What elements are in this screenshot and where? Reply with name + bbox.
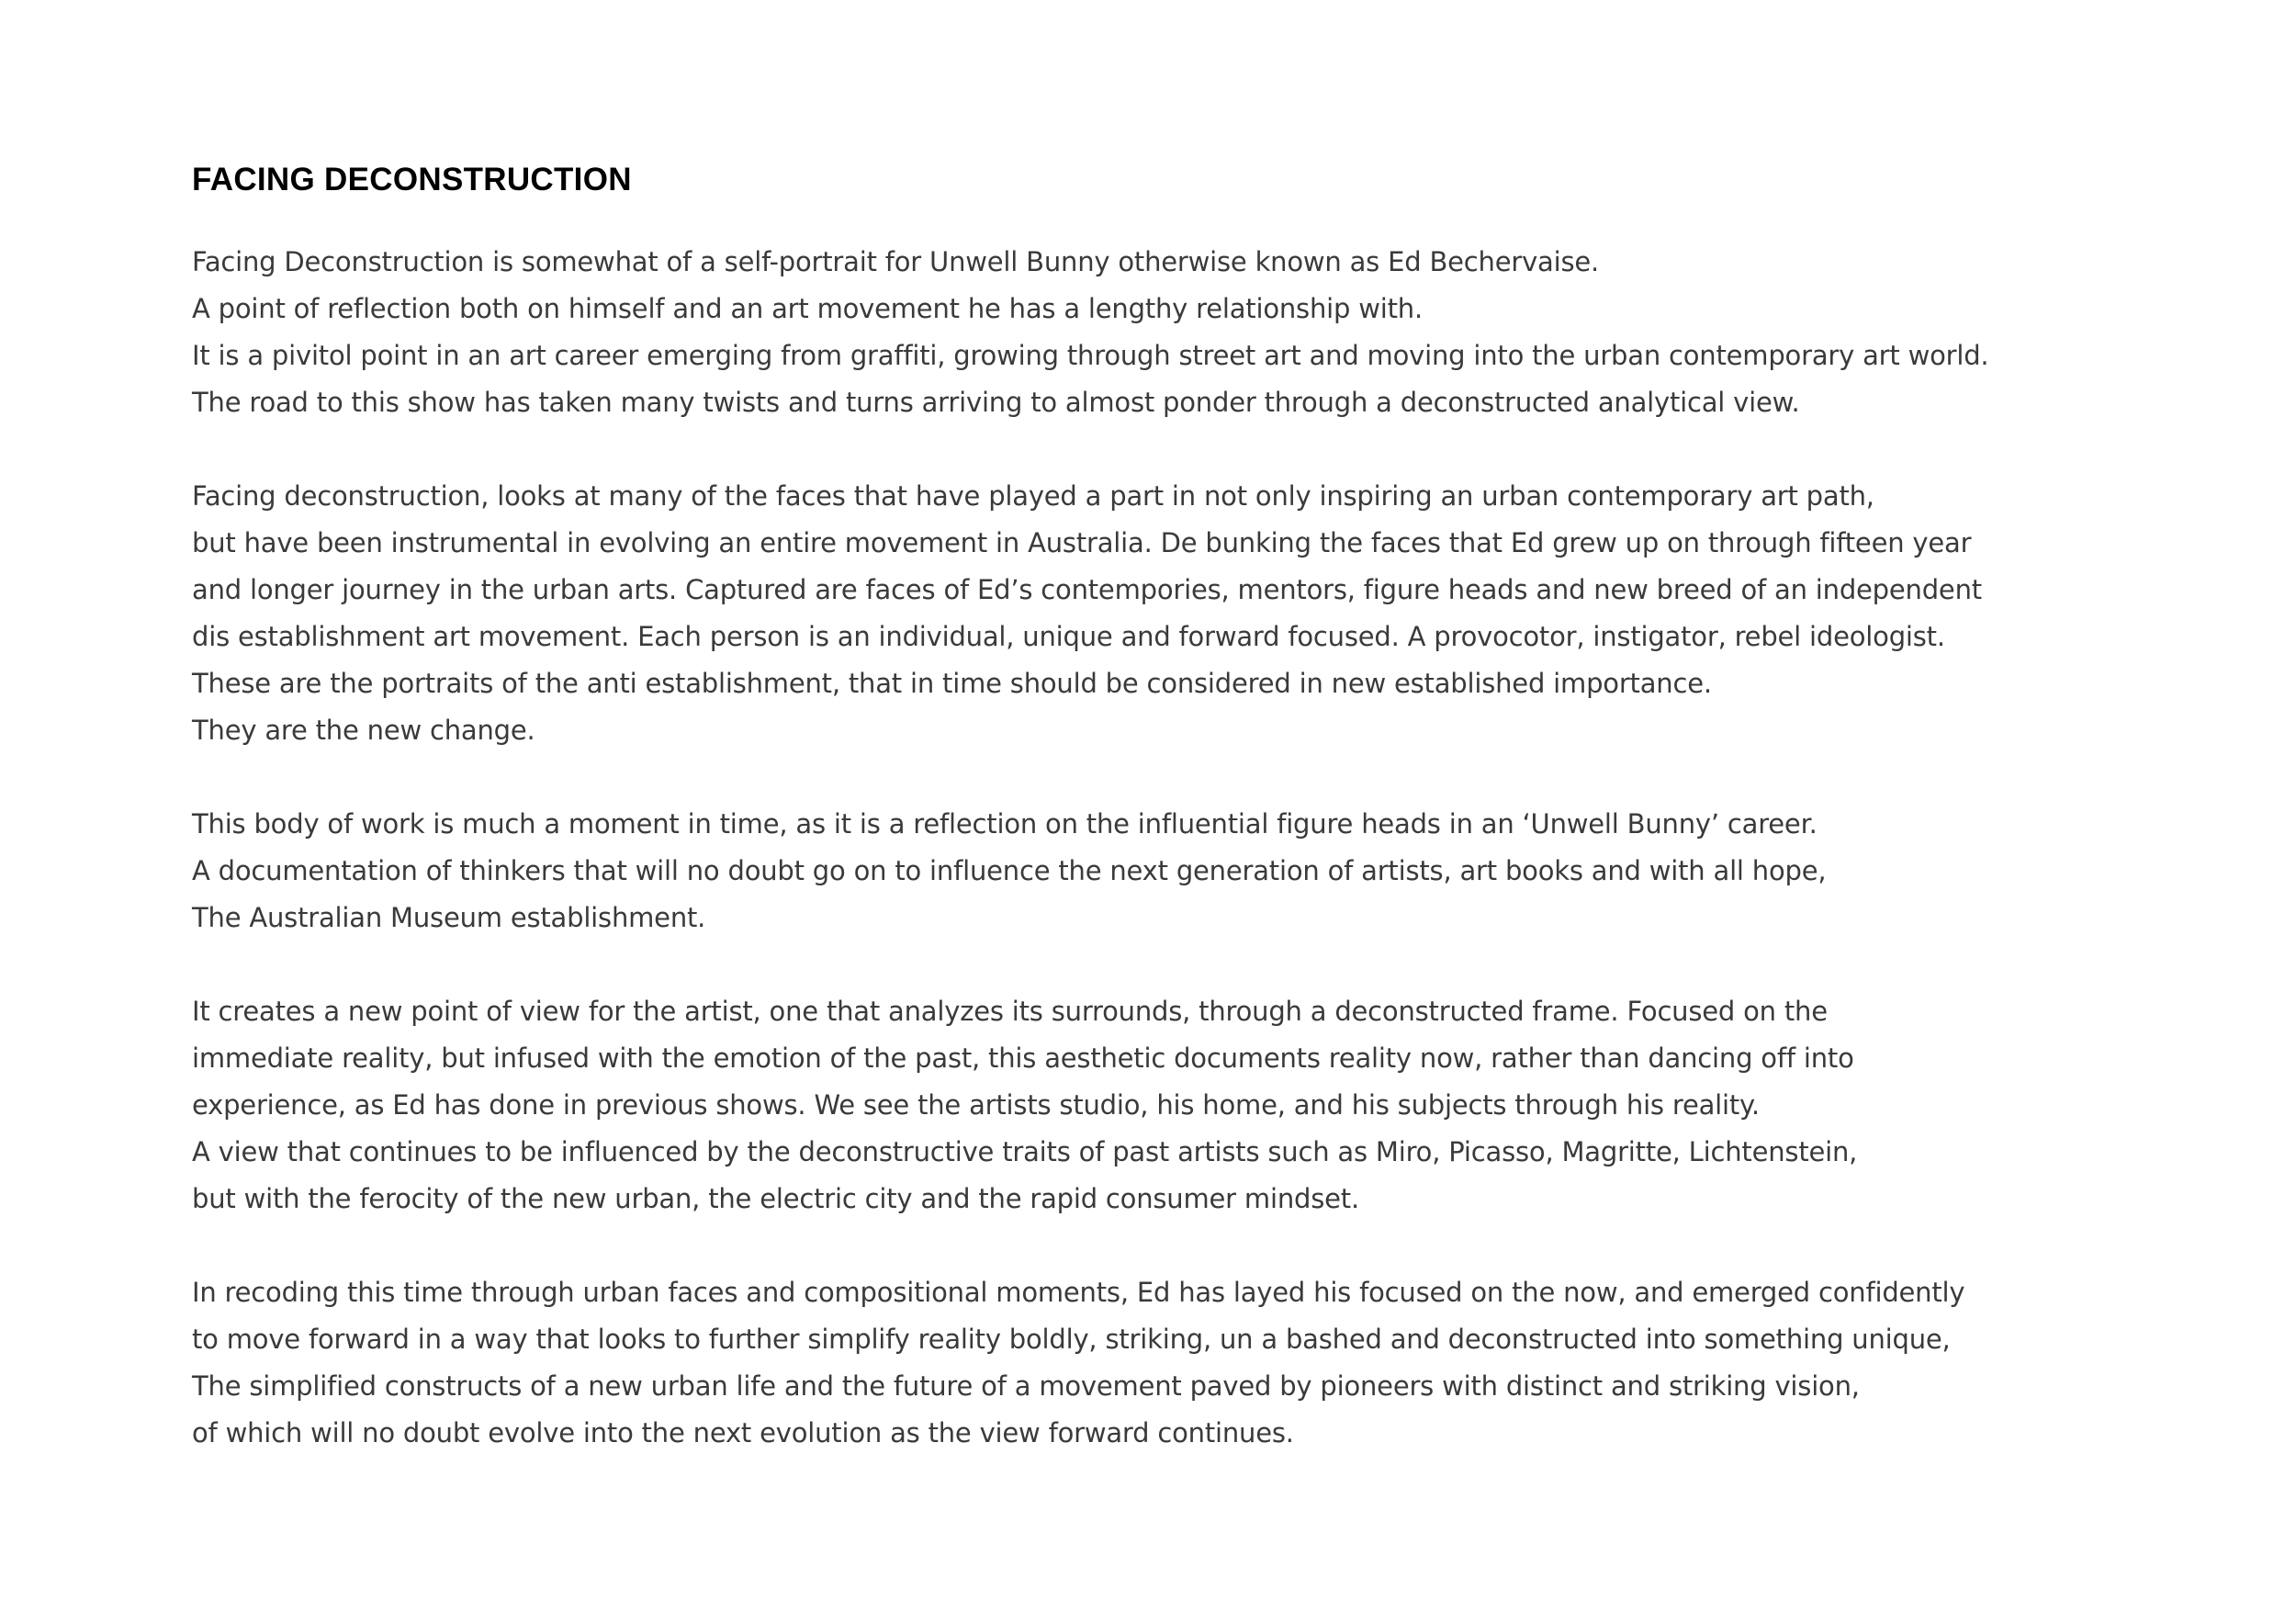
paragraph-4: [192, 988, 2167, 1223]
text-line: A point of reflection both on himself and an art movement he has a lengthy relationship with.: [192, 293, 1423, 324]
text-line: but have been instrumental in evolving an entire movement in Australia. De bunking the faces that Ed grew up on through fifteen year: [192, 527, 1972, 558]
paragraph-3: [192, 801, 2167, 941]
text-line: The road to this show has taken many twists and turns arriving to almost ponder through a deconstructed analytical view.: [192, 387, 1800, 418]
text-line: These are the portraits of the anti establishment, that in time should be considered in new established importance.: [192, 668, 1712, 699]
text-line: of which will no doubt evolve into the next evolution as the view forward continues.: [192, 1417, 1294, 1448]
text-line: A view that continues to be influenced by the deconstructive traits of past artists such as Miro, Picasso, Magritte, Lichtenstein,: [192, 1136, 1858, 1167]
text-line: The Australian Museum establishment.: [192, 902, 706, 933]
text-line: This body of work is much a moment in time, as it is a reflection on the influential figure heads in an ‘Unwell Bunny’ career.: [192, 808, 1818, 840]
text-line: to move forward in a way that looks to further simplify reality boldly, striking, un a bashed and deconstructed into something unique,: [192, 1324, 1951, 1355]
text-line: and longer journey in the urban arts. Captured are faces of Ed’s contempories, mentors, figure heads and new breed of an independent: [192, 574, 1982, 605]
document-title: FACING DECONSTRUCTION: [192, 162, 632, 197]
text-line: experience, as Ed has done in previous shows. We see the artists studio, his home, and his subjects through his reality.: [192, 1089, 1760, 1121]
text-line: In recoding this time through urban faces and compositional moments, Ed has layed his focused on the now, and emerged confidently: [192, 1277, 1965, 1308]
text-line: but with the ferocity of the new urban, the electric city and the rapid consumer mindset.: [192, 1183, 1359, 1214]
document-content: [192, 158, 2167, 1504]
paragraph-2: [192, 473, 2167, 754]
text-line: They are the new change.: [192, 715, 535, 746]
paragraph-5: [192, 1269, 2167, 1457]
text-line: immediate reality, but infused with the emotion of the past, this aesthetic documents reality now, rather than dancing off into: [192, 1043, 1854, 1074]
text-line: The simplified constructs of a new urban life and the future of a movement paved by pioneers with distinct and striking vision,: [192, 1370, 1860, 1402]
text-line: Facing deconstruction, looks at many of the faces that have played a part in not only inspiring an urban contemporary art path,: [192, 480, 1874, 512]
paragraph-1: [192, 239, 2167, 426]
text-line: Facing Deconstruction is somewhat of a self-portrait for Unwell Bunny otherwise known as Ed Bechervaise.: [192, 246, 1600, 277]
text-line: A documentation of thinkers that will no doubt go on to influence the next generation of artists, art books and with all hope,: [192, 855, 1827, 886]
text-line: It is a pivitol point in an art career emerging from graffiti, growing through street art and moving into the urban contemporary art world.: [192, 340, 1989, 371]
text-line: It creates a new point of view for the artist, one that analyzes its surrounds, through a deconstructed frame. Focused on the: [192, 996, 1828, 1027]
text-line: dis establishment art movement. Each person is an individual, unique and forward focused. A provocotor, instigator, rebel ideologist.: [192, 621, 1945, 652]
